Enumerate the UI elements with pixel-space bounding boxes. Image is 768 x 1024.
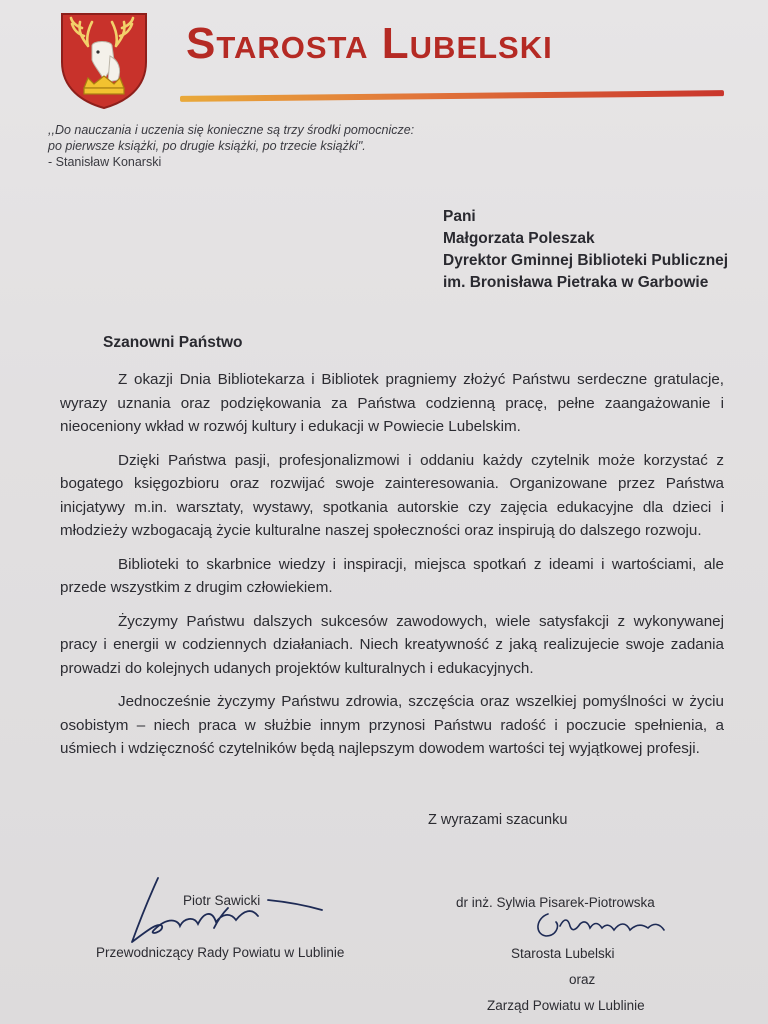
quote-line: ,,Do nauczania i uczenia się konieczne są trzy środki pomocnicze: xyxy=(48,123,415,137)
letterhead-rule xyxy=(180,90,724,102)
epigraph-quote xyxy=(48,122,414,170)
quote-author: - Stanisław Konarski xyxy=(48,155,162,169)
signatory-left-name: Piotr Sawicki xyxy=(183,893,261,908)
closing-phrase: Z wyrazami szacunku xyxy=(428,812,568,828)
body-paragraph: Dzięki Państwa pasji, profesjonalizmowi i oddaniu każdy czytelnik może korzystać z bogatego księgozbioru oraz rozwijać swoje zainteresowania. Organizowane przez Państwa inicjatywy m.in. warsztaty, wystawy, spotkania autorskie czy zajęcia edukacyjne dla dzieci i młodzieży wzbogacają życie kulturalne naszej społeczności oraz inspirują do dalszego rozwoju. xyxy=(60,451,724,539)
salutation: Szanowni Państwo xyxy=(103,334,243,351)
signatory-right-conjunction: oraz xyxy=(569,972,596,987)
body-paragraph: Jednocześnie życzymy Państwu zdrowia, szczęścia oraz wszelkiej pomyślności w życiu osobistym – niech praca w służbie innym przynosi Państwu radość i poczucie spełnienia, a uśmiech i wdzięczność czytelników będą najlepszym dowodem wartości tej wyjątkowej profesji. xyxy=(60,693,724,757)
letter-body xyxy=(60,368,724,771)
coat-of-arms-emblem xyxy=(58,10,150,110)
recipient-line: Pani xyxy=(443,208,476,225)
body-paragraph: Z okazji Dnia Bibliotekarza i Bibliotek pragniemy złożyć Państwu serdeczne gratulacje, wyrazy uznania oraz podziękowania za Państwa codzienną pracę, pełne zaangażowanie i nieoceniony wkład w rozwój kultury i edukacji w Powiecie Lubelskim. xyxy=(60,371,724,435)
body-paragraph: Życzymy Państwu dalszych sukcesów zawodowych, wiele satysfakcji z wykonywanej pracy i energii w codziennych działaniach. Niech kreatywność z jaką realizujecie swoje zadania prowadzi do kolejnych udanych projektów kulturalnych i edukacyjnych. xyxy=(60,612,724,677)
letterhead-title: Starosta Lubelski xyxy=(186,19,553,68)
recipient-name: Małgorzata Poleszak xyxy=(443,230,595,247)
recipient-position: Dyrektor Gminnej Biblioteki Publicznej xyxy=(443,252,729,269)
recipient-address xyxy=(443,206,728,294)
recipient-institution: im. Bronisława Pietraka w Garbowie xyxy=(443,274,709,291)
quote-line: po pierwsze książki, po drugie książki, po trzecie książki". xyxy=(48,139,366,153)
signatory-right-role: Starosta Lubelski xyxy=(511,946,615,961)
handwritten-signature-right xyxy=(530,904,670,946)
body-paragraph: Biblioteki to skarbnice wiedzy i inspiracji, miejsca spotkań z ideami i wartościami, ale przede wszystkim z drugim człowiekiem. xyxy=(60,555,724,596)
handwritten-signature-left xyxy=(118,870,328,950)
signatory-right-name: dr inż. Sylwia Pisarek-Piotrowska xyxy=(456,895,655,910)
signatory-left-role: Przewodniczący Rady Powiatu w Lublinie xyxy=(96,945,345,960)
signatory-right-body: Zarząd Powiatu w Lublinie xyxy=(487,998,645,1013)
